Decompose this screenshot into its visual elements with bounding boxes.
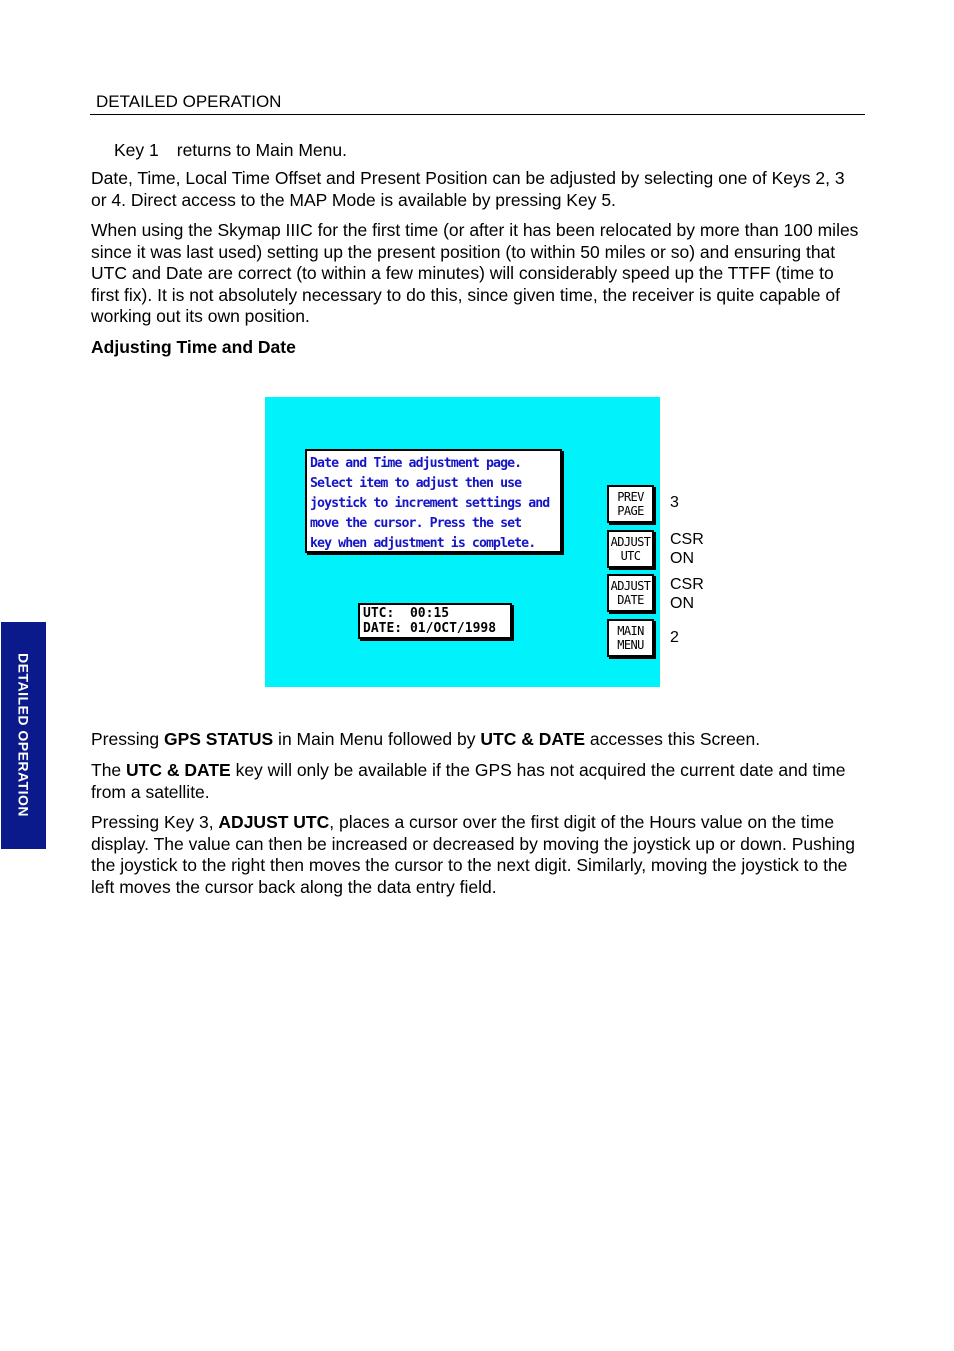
text-run: Pressing Key 3,: [91, 812, 219, 832]
page-header: [90, 92, 865, 115]
adjust-utc-key-note: [670, 530, 704, 568]
softkey-label-line1: PREV: [617, 490, 644, 504]
intro-paragraph-1: Date, Time, Local Time Offset and Present Position can be adjusted by selecting one of Keys 2, 3 or 4. Direct access to the MAP Mode is available by pressing Key 5.: [91, 168, 845, 210]
header-title: DETAILED OPERATION: [96, 92, 282, 111]
body-paragraph-2: [91, 760, 861, 803]
adjust-utc-term: ADJUST UTC: [218, 812, 330, 832]
text-run: accesses this Screen.: [585, 729, 761, 749]
body-paragraph-1: [91, 729, 861, 751]
key-note-line1: CSR: [670, 576, 704, 593]
intro-paragraph-2: When using the Skymap IIIC for the first time (or after it has been relocated by more than 100 miles since it was last used) setting up the present position (to within 50 miles or so) and ensuring that UTC and Date are correct (to within a few minutes) will considerably speed up the TTFF (time to first fix). It is not absolutely necessary to do this, since given time, the receiver is quite capable of working out its own position.: [91, 220, 859, 326]
adjust-utc-softkey[interactable]: [607, 530, 654, 568]
key-note-line2: ON: [670, 550, 694, 567]
text-run: key will only be available if the GPS has not acquired the current date and time from a satellite.: [91, 760, 846, 802]
text-run: The: [91, 760, 127, 780]
body-paragraph-3: [91, 812, 861, 898]
key-note-line2: ON: [670, 595, 694, 612]
softkey-label-line2: MENU: [617, 638, 644, 652]
side-tab-label: DETAILED OPERATION: [15, 653, 32, 818]
key-note-line1: CSR: [670, 531, 704, 548]
message-line: Date and Time adjustment page.: [310, 456, 522, 471]
softkey-label-line2: DATE: [617, 593, 644, 607]
softkey-label-line1: ADJUST: [610, 535, 651, 549]
message-line: key when adjustment is complete.: [310, 536, 536, 551]
message-line: Select item to adjust then use: [310, 476, 522, 491]
softkey-label-line2: PAGE: [617, 504, 644, 518]
adjust-date-softkey[interactable]: [607, 574, 654, 612]
key1-text: returns to Main Menu.: [176, 140, 347, 160]
text-run: Pressing: [91, 729, 164, 749]
gps-status-term: GPS STATUS: [163, 729, 274, 749]
utc-readout: UTC: 00:15: [363, 606, 450, 621]
message-line: move the cursor. Press the set: [310, 516, 522, 531]
utc-date-term: UTC & DATE: [480, 729, 586, 749]
message-line: joystick to increment settings and: [310, 496, 550, 511]
utc-date-term: UTC & DATE: [126, 760, 231, 780]
key1-label: Key 1: [114, 140, 159, 160]
side-section-tab: [1, 622, 46, 849]
section-heading: Adjusting Time and Date: [91, 337, 296, 357]
adjust-date-key-note: [670, 575, 704, 613]
main-menu-softkey[interactable]: [607, 619, 654, 657]
device-screen-figure: [265, 397, 660, 687]
date-readout: DATE: 01/OCT/1998: [363, 621, 497, 636]
main-menu-key-note: [670, 628, 679, 647]
softkey-label-line1: MAIN: [617, 624, 644, 638]
key-note-line1: 3: [670, 494, 679, 511]
text-run: in Main Menu followed by: [273, 729, 481, 749]
instruction-message-box: [305, 449, 562, 553]
key1-line: [114, 140, 884, 162]
softkey-label-line1: ADJUST: [610, 579, 651, 593]
text-run: , places a cursor over the first digit of the Hours value on the time display. The value can then be increased or decreased by moving the joystick up or down. Pushing the joystick to the right then moves the cursor to the next digit. Similarly, moving the joystick to the left moves the cursor back along the data entry field.: [91, 812, 855, 897]
softkey-label-line2: UTC: [620, 549, 641, 563]
key-note-line1: 2: [670, 629, 679, 646]
prev-page-key-note: [670, 493, 679, 512]
prev-page-softkey[interactable]: [607, 485, 654, 523]
utc-date-display: [358, 603, 512, 639]
